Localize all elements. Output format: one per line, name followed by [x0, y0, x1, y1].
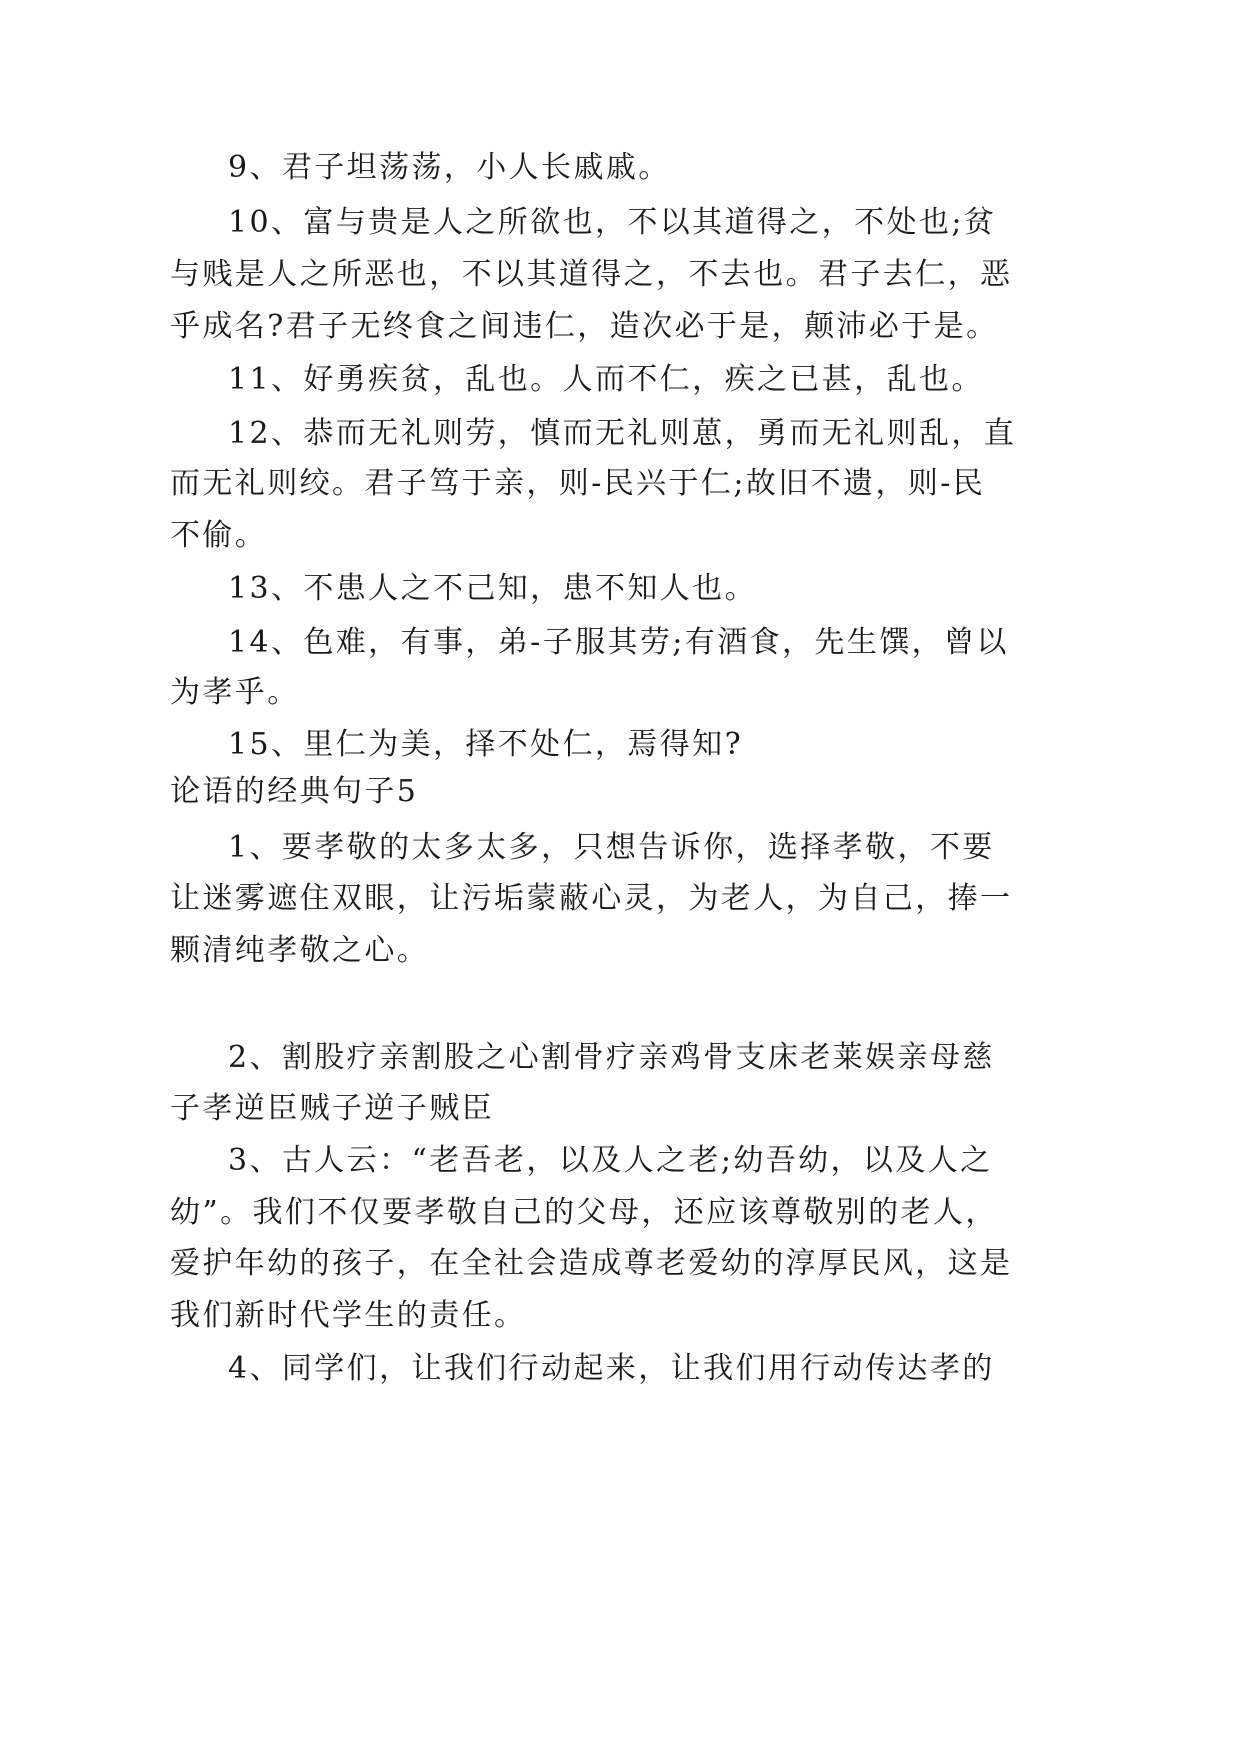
text-line: 3、古人云：“老吾老，以及人之老;幼吾幼，以及人之	[228, 1143, 993, 1178]
text-line: 颗清纯孝敬之心。	[170, 933, 430, 968]
text-line: 4、同学们，让我们行动起来，让我们用行动传达孝的	[228, 1351, 995, 1386]
text-line: 与贱是人之所恶也，不以其道得之，不去也。君子去仁，恶	[170, 257, 1013, 292]
text-line: 爱护年幼的孩子，在全社会造成尊老爱幼的淳厚民风，这是	[170, 1246, 1013, 1281]
text-line: 不偷。	[170, 518, 268, 553]
text-line: 14、色难，有事，弟-子服其劳;有酒食，先生馔，曾以	[228, 625, 1009, 660]
text-line: 10、富与贵是人之所欲也，不以其道得之，不处也;贫	[228, 205, 997, 240]
text-line: 乎成名?君子无终食之间违仁，造次必于是，颠沛必于是。	[170, 309, 999, 344]
text-line: 我们新时代学生的责任。	[170, 1298, 527, 1333]
text-line: 13、不患人之不己知，患不知人也。	[228, 571, 757, 606]
text-line: 15、里仁为美，择不处仁，焉得知?	[228, 727, 744, 762]
section-heading: 论语的经典句子5	[170, 774, 419, 809]
text-line: 1、要孝敬的太多太多，只想告诉你，选择孝敬，不要	[228, 830, 995, 865]
text-line: 让迷雾遮住双眼，让污垢蒙蔽心灵，为老人，为自己，捧一	[170, 881, 1013, 916]
text-line: 11、好勇疾贫，乱也。人而不仁，疾之已甚，乱也。	[228, 362, 984, 397]
text-line: 12、恭而无礼则劳，慎而无礼则葸，勇而无礼则乱，直	[228, 416, 1017, 451]
text-line: 而无礼则绞。君子笃于亲，则-民兴于仁;故旧不遗，则-民	[170, 466, 986, 501]
text-line: 9、君子坦荡荡，小人长戚戚。	[228, 150, 671, 185]
text-line: 2、割股疗亲割股之心割骨疗亲鸡骨支床老莱娱亲母慈	[228, 1040, 995, 1075]
text-line: 为孝乎。	[170, 675, 300, 710]
text-line: 幼”。我们不仅要孝敬自己的父母，还应该尊敬别的老人，	[170, 1195, 998, 1230]
text-line: 子孝逆臣贼子逆子贼臣	[170, 1091, 494, 1126]
